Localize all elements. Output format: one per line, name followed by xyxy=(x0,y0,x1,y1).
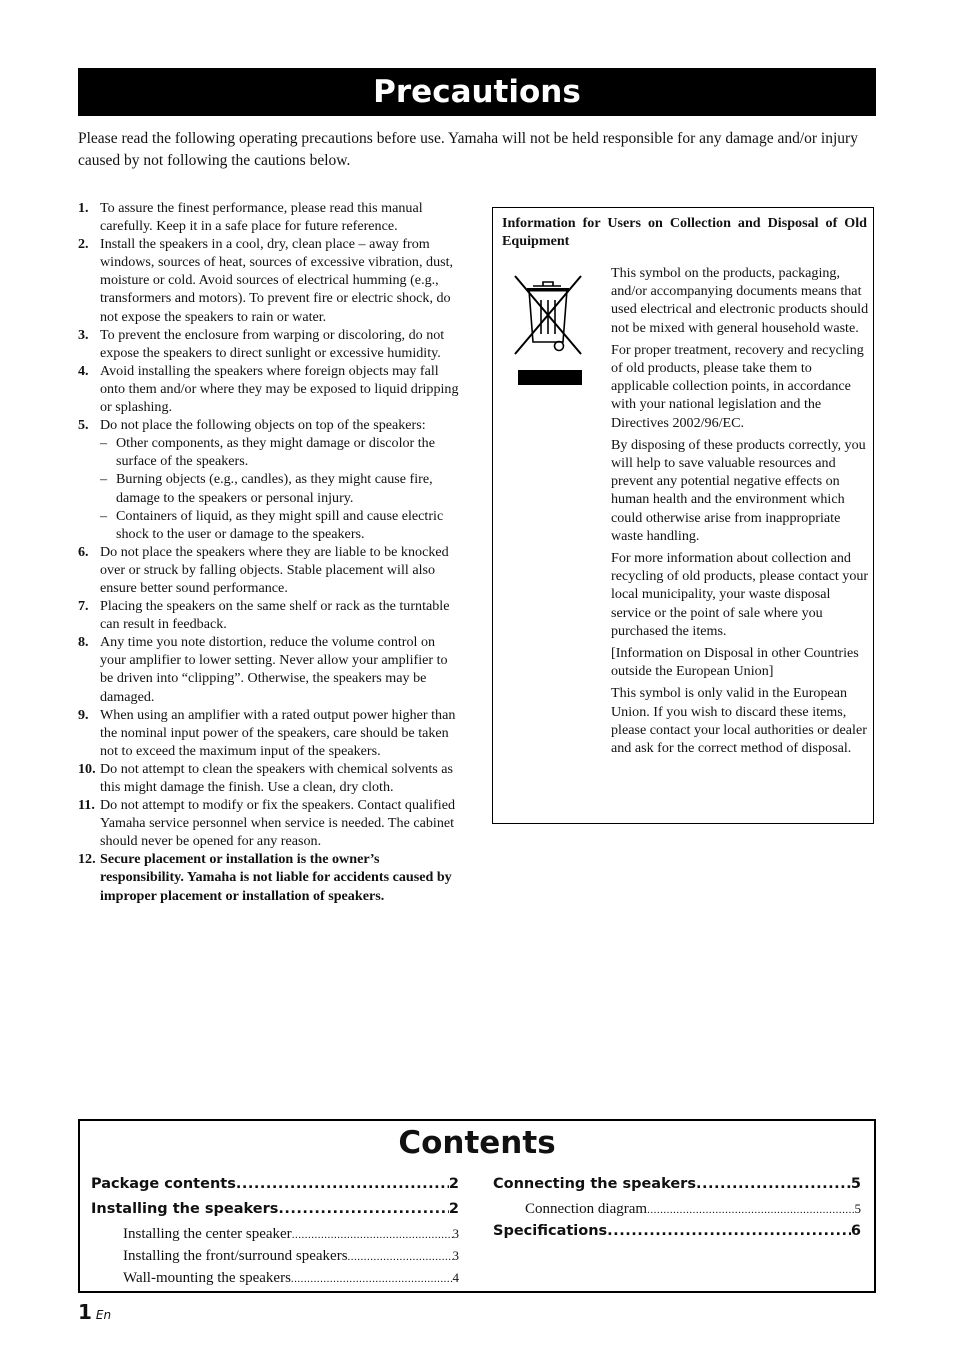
item-text: Any time you note distortion, reduce the volume control on your amplifier to lower setting. Never allow your amplifier to be driven into “clipping”. Otherwise, the speakers may be damaged. xyxy=(100,634,448,705)
item-text: When using an amplifier with a rated output power higher than the nominal input power of the speakers, care should be taken not to exceed the maximum input of the speakers. xyxy=(100,706,456,759)
dash-bullet: – xyxy=(100,471,108,488)
item-text: To prevent the enclosure from warping or discoloring, do not expose the speakers to direct sunlight or excessive humidity. xyxy=(100,326,445,361)
toc-page-number: 3 xyxy=(452,1226,459,1241)
contents-title: Contents xyxy=(398,1125,556,1161)
sub-item xyxy=(100,434,460,470)
item-number: 3. xyxy=(78,326,89,343)
info-paragraph: [Information on Disposal in other Countries outside the European Union] xyxy=(611,645,859,680)
toc-label: Installing the speakers xyxy=(91,1201,279,1217)
dash-bullet: – xyxy=(100,507,108,524)
item-text: Do not attempt to modify or fix the speakers. Contact qualified Yamaha service personnel when service is needed. The cabinet should never be opened for any reason. xyxy=(100,797,456,850)
toc-subentry[interactable] xyxy=(91,1267,459,1289)
toc-page-number: 5 xyxy=(854,1201,861,1216)
toc-subentry[interactable] xyxy=(493,1198,861,1220)
toc-entry[interactable] xyxy=(493,1220,861,1245)
page-number: 1 xyxy=(78,1300,92,1324)
sub-item xyxy=(100,470,460,506)
disposal-info-box xyxy=(492,207,874,824)
dash-bullet: – xyxy=(100,435,108,452)
toc-leader-dots xyxy=(348,1246,453,1267)
info-box-text xyxy=(611,264,869,761)
precaution-item xyxy=(78,326,460,362)
item-number: 1. xyxy=(78,200,89,216)
crossed-out-wheeled-bin-icon xyxy=(511,272,585,358)
precaution-item xyxy=(78,199,460,235)
sub-item-text: Containers of liquid, as they might spill and cause electric shock to the user or damage to the speakers. xyxy=(116,507,444,542)
table-of-contents xyxy=(78,1119,876,1293)
toc-label: Package contents xyxy=(91,1176,236,1192)
toc-label: Installing the center speaker xyxy=(123,1226,292,1242)
toc-page-number: 4 xyxy=(452,1270,459,1285)
toc-label: Specifications xyxy=(493,1223,608,1239)
item-text: Do not place the speakers where they are liable to be knocked over or struck by falling objects. Stable placement will also ensure better sound performance. xyxy=(100,543,449,596)
toc-right-column xyxy=(493,1173,861,1245)
item-text: Do not attempt to clean the speakers with chemical solvents as this might damage the finish. Use a clean, dry cloth. xyxy=(100,760,454,795)
item-number: 5. xyxy=(78,417,89,434)
info-paragraph: This symbol is only valid in the European Union. If you wish to discard these items, please contact your local authorities or dealer and ask for the correct method of disposal. xyxy=(611,685,867,757)
item-text: To assure the finest performance, please read this manual carefully. Keep it in a safe place for future reference. xyxy=(100,200,423,235)
language-label: En xyxy=(95,1308,112,1322)
toc-leader-dots xyxy=(292,1224,453,1245)
toc-label: Wall-mounting the speakers xyxy=(123,1270,291,1286)
toc-label: Installing the front/surround speakers xyxy=(123,1248,348,1264)
item-number: 7. xyxy=(78,598,89,615)
intro-paragraph: Please read the following operating precautions before use. Yamaha will not be held responsible for any damage and/or injury caused by not following the cautions below. xyxy=(78,130,858,169)
item-text: Install the speakers in a cool, dry, clean place – away from windows, sources of heat, sources of excessive vibration, dust, moisture or cold. Avoid sources of electrical humming (e.g., transformers and motors). To prevent fire or electric shock, do not expose the speakers to rain or water. xyxy=(100,236,454,325)
toc-label: Connection diagram xyxy=(525,1201,648,1217)
page-footer xyxy=(78,1300,111,1324)
precaution-item xyxy=(78,796,460,850)
item-text: Avoid installing the speakers where foreign objects may fall onto them and/or where they may be exposed to liquid dripping or splashing. xyxy=(100,362,459,416)
toc-entry[interactable] xyxy=(91,1198,459,1223)
page-title: Precautions xyxy=(78,68,876,116)
precautions-list xyxy=(78,199,460,905)
precaution-item xyxy=(78,850,460,904)
item-text: Placing the speakers on the same shelf or rack as the turntable can result in feedback. xyxy=(100,598,450,633)
precaution-item xyxy=(78,633,460,705)
sub-item xyxy=(100,507,460,543)
bin-underline-bar xyxy=(518,370,582,385)
item-number: 8. xyxy=(78,634,89,651)
toc-page-number: 3 xyxy=(452,1248,459,1263)
info-paragraph: By disposing of these products correctly, you will help to save valuable resources and prevent any potential negative effects on human health and the environment which could otherwise arise from inappropriate waste handling. xyxy=(611,436,866,544)
toc-label: Connecting the speakers xyxy=(493,1176,696,1192)
sub-item-text: Burning objects (e.g., candles), as they might cause fire, damage to the speakers or personal injury. xyxy=(116,471,433,506)
item-number: 4. xyxy=(78,362,89,379)
toc-page-number: 2 xyxy=(448,1201,459,1217)
item-number: 2. xyxy=(78,236,89,253)
toc-leader-dots xyxy=(236,1173,449,1195)
info-paragraph: This symbol on the products, packaging, and/or accompanying documents means that used electrical and electronic products should not be mixed with general household waste. xyxy=(611,265,869,336)
toc-leader-dots xyxy=(607,1220,851,1242)
item-number: 12. xyxy=(78,851,96,868)
toc-subentry[interactable] xyxy=(91,1223,459,1245)
item-number: 10. xyxy=(78,760,96,777)
precaution-item xyxy=(78,706,460,760)
toc-entry[interactable] xyxy=(91,1173,459,1198)
info-box-title: Information for Users on Collection and Disposal of Old Equipment xyxy=(502,215,867,250)
item-text: Secure placement or installation is the owner’s responsibility. Yamaha is not liable for accidents caused by improper placement or installation of speakers. xyxy=(100,851,452,904)
info-paragraph: For proper treatment, recovery and recycling of old products, please take them to applicable collection points, in accordance with your national legislation and the Directives 2002/96/EC. xyxy=(611,341,864,431)
info-paragraph: For more information about collection and recycling of old products, please contact your local municipality, your waste disposal service or the point of sale where you purchased the items. xyxy=(611,550,869,639)
item-text: Do not place the following objects on top of the speakers: xyxy=(100,417,426,434)
item-number: 9. xyxy=(78,706,89,723)
precaution-item xyxy=(78,362,460,416)
item-number: 6. xyxy=(78,543,89,560)
precaution-item xyxy=(78,760,460,796)
toc-subentry[interactable] xyxy=(91,1245,459,1267)
precaution-item xyxy=(78,543,460,597)
toc-page-number: 2 xyxy=(448,1176,459,1192)
toc-entry[interactable] xyxy=(493,1173,861,1198)
toc-leader-dots xyxy=(291,1268,453,1289)
toc-leader-dots xyxy=(696,1173,851,1195)
toc-leader-dots xyxy=(647,1199,854,1220)
precaution-item xyxy=(78,597,460,633)
toc-page-number: 6 xyxy=(850,1223,861,1239)
toc-leader-dots xyxy=(278,1198,449,1220)
item-number: 11. xyxy=(78,797,95,814)
precaution-item xyxy=(78,235,460,325)
precaution-item xyxy=(78,416,460,543)
toc-left-column xyxy=(91,1173,459,1289)
toc-page-number: 5 xyxy=(850,1176,861,1192)
sub-item-text: Other components, as they might damage or discolor the surface of the speakers. xyxy=(116,435,435,470)
